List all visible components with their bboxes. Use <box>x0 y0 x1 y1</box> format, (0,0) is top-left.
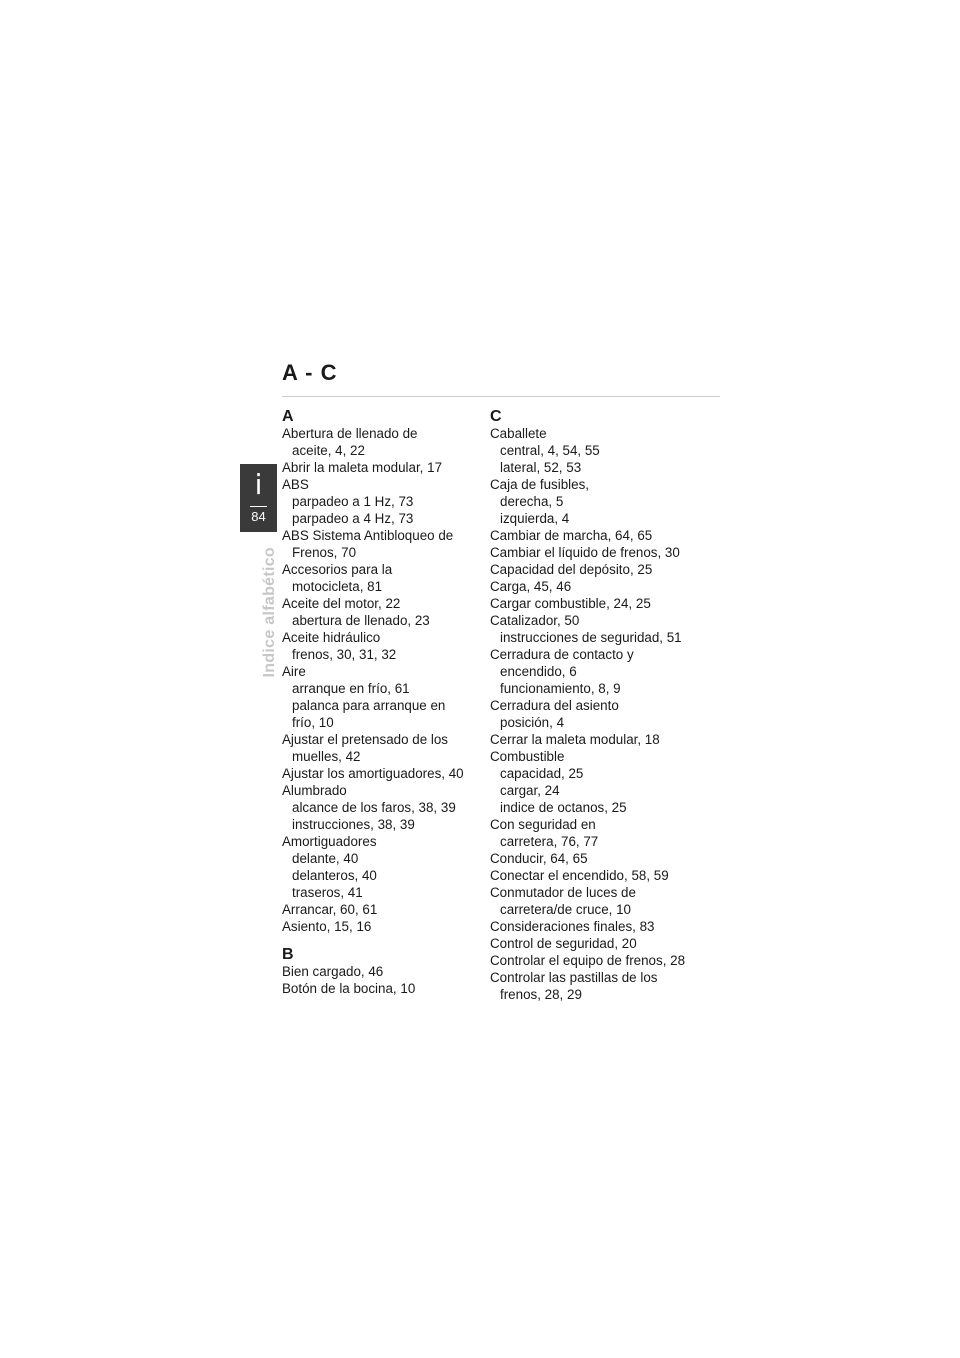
index-entry: Bien cargado, 46 <box>282 964 384 979</box>
index-entry: ABS Sistema Antibloqueo de <box>282 528 454 543</box>
index-entry: Conducir, 64, 65 <box>490 851 588 866</box>
index-subentry: arranque en frío, 61 <box>292 681 410 696</box>
index-entry: Botón de la bocina, 10 <box>282 981 416 996</box>
index-entry: Aceite hidráulico <box>282 630 381 645</box>
index-subentry: frenos, 30, 31, 32 <box>292 647 397 662</box>
heading-divider <box>282 396 720 397</box>
index-subentry: indice de octanos, 25 <box>500 800 627 815</box>
index-subentry: Frenos, 70 <box>292 545 357 560</box>
index-letter-heading: B <box>282 946 294 963</box>
index-column-left <box>282 409 492 997</box>
index-subentry: traseros, 41 <box>292 885 363 900</box>
index-entry: Arrancar, 60, 61 <box>282 902 378 917</box>
info-icon: i <box>254 468 263 501</box>
index-subentry: instrucciones, 38, 39 <box>292 817 415 832</box>
index-subentry: cargar, 24 <box>500 783 560 798</box>
index-entry: Cargar combustible, 24, 25 <box>490 596 651 611</box>
index-subentry: lateral, 52, 53 <box>500 460 582 475</box>
index-subentry: carretera, 76, 77 <box>500 834 599 849</box>
section-tab <box>240 464 277 532</box>
index-subentry: central, 4, 54, 55 <box>500 443 600 458</box>
index-subentry: delante, 40 <box>292 851 359 866</box>
index-entry: Conectar el encendido, 58, 59 <box>490 868 669 883</box>
index-entry: Consideraciones finales, 83 <box>490 919 655 934</box>
index-entry: Accesorios para la <box>282 562 393 577</box>
index-subentry: capacidad, 25 <box>500 766 584 781</box>
index-entry: Aire <box>282 664 306 679</box>
index-entry: Abrir la maleta modular, 17 <box>282 460 443 475</box>
index-entry: Caballete <box>490 426 547 441</box>
index-subentry: abertura de llenado, 23 <box>292 613 430 628</box>
index-subentry: funcionamiento, 8, 9 <box>500 681 621 696</box>
index-subentry: muelles, 42 <box>292 749 361 764</box>
index-entry: Cambiar de marcha, 64, 65 <box>490 528 653 543</box>
index-entry: Capacidad del depósito, 25 <box>490 562 653 577</box>
index-entry: Ajustar el pretensado de los <box>282 732 448 747</box>
page-number: 84 <box>251 509 266 524</box>
index-subentry: frío, 10 <box>292 715 334 730</box>
index-subentry: parpadeo a 1 Hz, 73 <box>292 494 414 509</box>
index-entry: Alumbrado <box>282 783 347 798</box>
index-subentry: instrucciones de seguridad, 51 <box>500 630 682 645</box>
index-subentry: encendido, 6 <box>500 664 577 679</box>
index-entry: Cerradura del asiento <box>490 698 619 713</box>
index-column-right <box>490 409 700 1003</box>
page-title: A - C <box>282 360 338 385</box>
index-subentry: delanteros, 40 <box>292 868 377 883</box>
tab-divider <box>250 506 267 507</box>
index-entry: Ajustar los amortiguadores, 40 <box>282 766 464 781</box>
index-subentry: frenos, 28, 29 <box>500 987 582 1002</box>
index-subentry: derecha, 5 <box>500 494 564 509</box>
index-entry: Caja de fusibles, <box>490 477 589 492</box>
index-subentry: izquierda, 4 <box>500 511 570 526</box>
index-subentry: posición, 4 <box>500 715 565 730</box>
index-entry: ABS <box>282 477 309 492</box>
index-entry: Combustible <box>490 749 565 764</box>
index-entry: Controlar las pastillas de los <box>490 970 658 985</box>
index-entry: Abertura de llenado de <box>282 426 418 441</box>
index-entry: Aceite del motor, 22 <box>282 596 401 611</box>
index-subentry: carretera/de cruce, 10 <box>500 902 631 917</box>
index-entry: Conmutador de luces de <box>490 885 636 900</box>
index-entry: Carga, 45, 46 <box>490 579 572 594</box>
index-letter-heading: C <box>490 408 502 425</box>
index-subentry: palanca para arranque en <box>292 698 446 713</box>
index-entry: Amortiguadores <box>282 834 377 849</box>
index-entry: Cerrar la maleta modular, 18 <box>490 732 660 747</box>
section-label: Indice alfabético <box>261 547 278 678</box>
index-entry: Cambiar el líquido de frenos, 30 <box>490 545 680 560</box>
index-entry: Con seguridad en <box>490 817 596 832</box>
index-subentry: motocicleta, 81 <box>292 579 383 594</box>
index-letter-heading: A <box>282 408 294 425</box>
index-subentry: alcance de los faros, 38, 39 <box>292 800 456 815</box>
index-entry: Cerradura de contacto y <box>490 647 634 662</box>
index-subentry: aceite, 4, 22 <box>292 443 365 458</box>
index-entry: Catalizador, 50 <box>490 613 580 628</box>
index-entry: Controlar el equipo de frenos, 28 <box>490 953 686 968</box>
index-subentry: parpadeo a 4 Hz, 73 <box>292 511 414 526</box>
index-entry: Control de seguridad, 20 <box>490 936 637 951</box>
index-entry: Asiento, 15, 16 <box>282 919 372 934</box>
